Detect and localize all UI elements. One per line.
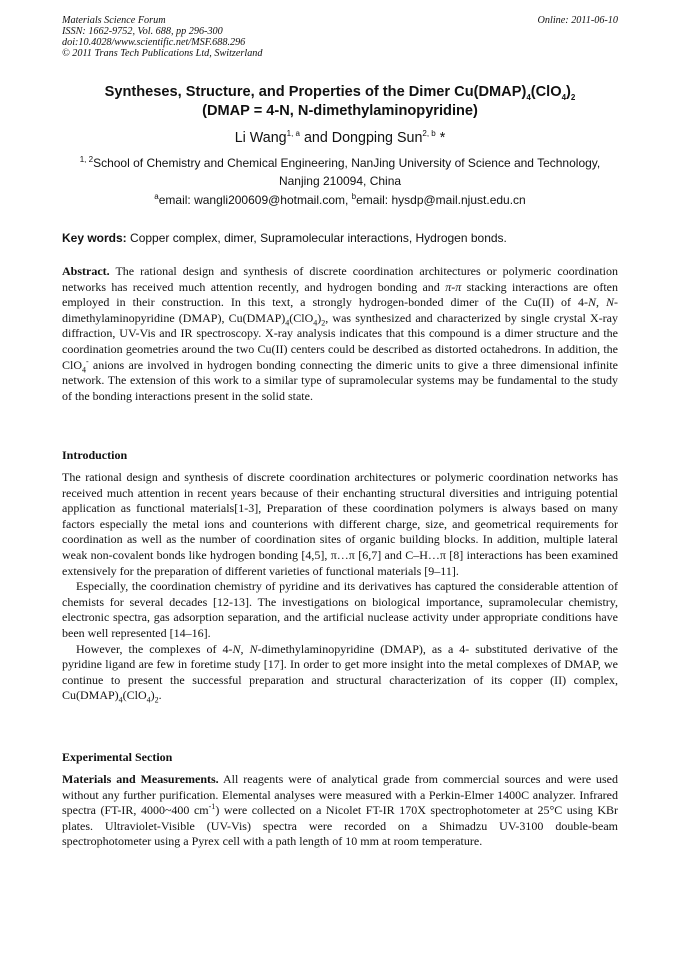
- doi: doi:10.4028/www.scientific.net/MSF.688.296: [62, 37, 246, 48]
- intro-paragraph-2: Especially, the coordination chemistry of pyridine and its derivatives has captured the considerable attention of chemists for several decades [12-13]. The investigations on biological importance, supramolecular chemistry, electronic spectra, gas adsorption separation, and the artificial nuclease activity under appropriate conditions have been well represented [14–16].: [62, 579, 618, 640]
- author-list: Li Wang$^{1, a}$ and Dongping Sun$^{2, b}$ *: [234, 129, 446, 146]
- intro-paragraph-3: However, the complexes of 4-N, N-dimethylaminopyridine (DMAP), as a 4- substituted derivative of the pyridine ligand are few in foretime study [17]. In order to get more insight into the metal complexes of DMAP, we continue to present the successful preparation and structural characterization of its copper (II) complex, $Cu(DMAP)_4(ClO_4)_2$.: [62, 641, 618, 705]
- introduction-heading: Introduction: [62, 448, 128, 462]
- abstract: Abstract. The rational design and synthesis of discrete coordination architectures or polymeric coordination networks has received much attention recently, and hydrogen bonding and π-π stacking interactions are often employed in their construction. In this text, a strongly hydrogen-bonded dimer of the Cu(II) of 4-N, N-dimethylaminopyridine (DMAP), $Cu(DMAP)_4(ClO_4)_2$, was synthesized and characterized by single crystal X-ray diffraction, UV-Vis and IR spectroscopy. X-ray analysis indicates that this compound is a dimer structure and the coordination geometries around the two Cu(II) centers could be described as distorted octahedrons. In addition, the ClO$_4$- anions are involved in hydrogen bonding connecting the dimeric units to give a three dimensional infinite network. The extension of this work to a similar type of supramolecular systems may be fundamental to the study of the bonding interactions present in the solid state.: [62, 264, 618, 403]
- materials-label: Materials and Measurements.: [62, 772, 219, 786]
- copyright: © 2011 Trans Tech Publications Ltd, Switzerland: [62, 48, 263, 59]
- experimental-heading: Experimental Section: [62, 750, 173, 764]
- journal-header: [62, 15, 618, 59]
- abstract-label: Abstract.: [62, 264, 110, 278]
- online-date: Online: 2011-06-10: [537, 15, 618, 26]
- title-line-2: (DMAP = 4-N, N-dimethylaminopyridine): [202, 103, 478, 119]
- email-a: email: wangli200609@hotmail.com,: [158, 193, 352, 207]
- author-emails: $^a$email: wangli200609@hotmail.com, $^b$email: hysdp@mail.njust.edu.cn: [154, 192, 526, 207]
- email-b: email: hysdp@mail.njust.edu.cn: [356, 193, 526, 207]
- paper-title: [62, 83, 618, 121]
- title-line-1: Syntheses, Structure, and Properties of the Dimer $Cu(DMAP)_4(ClO_4)_2$: [104, 84, 576, 102]
- intro-paragraph-1: The rational design and synthesis of discrete coordination architectures or polymeric coordination networks has received much attention in recent years because of their enchanting structural diversities and intriguing potential application as functional materials[1-3], Preparation of these coordination polymers is always based on many factors especially the metal ions and counterions with different charge, size, and geometrical requirements for coordination as well as the number of coordination sites of organic building blocks. In addition, multiple lateral weak non-covalent bonds like hydrogen bonding [4,5], π…π [6,7] and C–H…π [8] interactions has been examined extensively for the preparation of different varieties of functional materials [9–11].: [62, 470, 618, 578]
- author-2: Dongping Sun: [331, 130, 423, 146]
- materials-and-measurements: Materials and Measurements. All reagents were of analytical grade from commercial sources and were used without any further purification. Elemental analyses were measured with a Perkin-Elmer 1400C analyzer. Infrared spectra (FT-IR, 4000~400 $cm^{-1}$) were collected on a Nicolet FT-IR 170X spectrophotometer at 25°C using KBr plates. Ultraviolet-Visible (UV-Vis) spectra were recorded on a Shimadzu UV-3100 double-beam spectrophotometer using a Pyrex cell with a path length of 10 mm at room temperature.: [62, 772, 619, 849]
- author-1: Li Wang: [234, 130, 287, 146]
- affiliation: $^{1, 2}$School of Chemistry and Chemical Engineering, NanJing University of Science and Technology, Nanjing 210094, China: [79, 155, 601, 188]
- journal-name: Materials Science Forum: [62, 15, 166, 26]
- keywords-label: Key words:: [62, 231, 127, 245]
- introduction-body: [62, 470, 618, 704]
- keywords: Key words: Copper complex, dimer, Supramolecular interactions, Hydrogen bonds.: [62, 231, 507, 245]
- issn: ISSN: 1662-9752, Vol. 688, pp 296-300: [62, 26, 223, 37]
